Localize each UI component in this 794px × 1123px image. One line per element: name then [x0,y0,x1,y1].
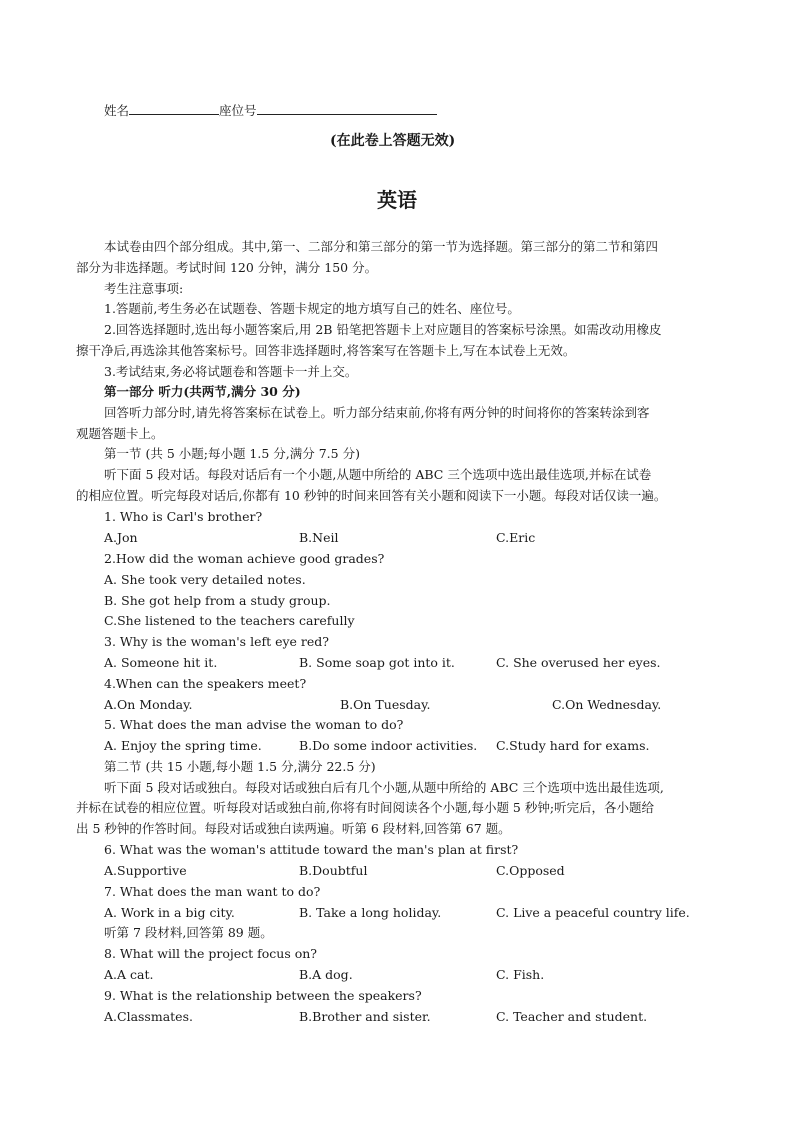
question-1: 1. Who is Carl's brother? [104,509,263,524]
q5-option-b[interactable]: B.Do some indoor activities. [299,738,478,753]
name-label: 姓名 [104,103,130,118]
subject-title: 英语 [377,188,417,212]
q9-option-c[interactable]: C. Teacher and student. [496,1009,648,1024]
question-2: 2.How did the woman achieve good grades? [104,551,385,566]
note-2a: 2.回答选择题时,选出每小题答案后,用 2B 铅笔把答题卡上对应题目的答案标号涂黑。如需改动用橡皮 [104,322,662,337]
question-9: 9. What is the relationship between the speakers? [104,988,422,1003]
q3-option-a[interactable]: A. Someone hit it. [104,655,218,670]
q6-option-a[interactable]: A.Supportive [104,863,187,878]
q5-option-a[interactable]: A. Enjoy the spring time. [104,738,262,753]
q6-option-b[interactable]: B.Doubtful [299,863,368,878]
passage-7-instruction: 听第 7 段材料,回答第 89 题。 [104,925,273,940]
section2-desc-2: 并标在试卷的相应位置。听每段对话或独白前,你将有时间阅读各个小题,每小题 5 秒钟;听完后，各小题给 [76,800,655,815]
q1-option-c[interactable]: C.Eric [496,530,536,545]
q7-option-c[interactable]: C. Live a peaceful country life. [496,905,690,920]
question-5: 5. What does the man advise the woman to do? [104,717,404,732]
question-4: 4.When can the speakers meet? [104,676,307,691]
seat-blank[interactable] [257,102,437,115]
seat-label: 座位号 [219,103,257,118]
q4-option-b[interactable]: B.On Tuesday. [340,697,431,712]
note-2b: 擦干净后,再选涂其他答案标号。回答非选择题时,将答案写在答题卡上,写在本试卷上无效。 [76,343,576,358]
q8-option-b[interactable]: B.A dog. [299,967,353,982]
question-8: 8. What will the project focus on? [104,946,318,961]
section1-title: 第一节 (共 5 小题;每小题 1.5 分,满分 7.5 分) [104,446,360,461]
q2-option-a[interactable]: A. She took very detailed notes. [104,572,306,587]
q8-option-a[interactable]: A.A cat. [104,967,154,982]
q7-option-a[interactable]: A. Work in a big city. [104,905,235,920]
section1-desc-1: 听下面 5 段对话。每段对话后有一个小题,从题中所给的 ABC 三个选项中选出最佳选项,并标在试卷 [104,467,652,482]
note-3: 3.考试结束,务必将试题卷和答题卡一并上交。 [104,364,358,379]
part1-desc-1: 回答听力部分时,请先将答案标在试卷上。听力部分结束前,你将有两分钟的时间将你的答案转涂到客 [104,405,650,420]
question-7: 7. What does the man want to do? [104,884,321,899]
invalid-notice: (在此卷上答题无效) [330,133,456,149]
question-6: 6. What was the woman's attitude toward the man's plan at first? [104,842,519,857]
question-3: 3. Why is the woman's left eye red? [104,634,329,649]
name-seat-line [104,101,437,119]
section2-desc-3: 出 5 秒钟的作答时间。每段对话或独白读两遍。听第 6 段材料,回答第 67 题。 [76,821,511,836]
q7-option-b[interactable]: B. Take a long holiday. [299,905,442,920]
intro-line-1: 本试卷由四个部分组成。其中,第一、二部分和第三部分的第一节为选择题。第三部分的第二节和第四 [104,239,658,254]
q2-option-c[interactable]: C.She listened to the teachers carefully [104,613,355,628]
q1-option-a[interactable]: A.Jon [104,530,138,545]
q4-option-c[interactable]: C.On Wednesday. [552,697,662,712]
notes-title: 考生注意事项: [104,281,184,296]
q2-option-b[interactable]: B. She got help from a study group. [104,593,331,608]
part1-desc-2: 观题答题卡上。 [76,426,164,441]
q3-option-b[interactable]: B. Some soap got into it. [299,655,455,670]
q4-option-a[interactable]: A.On Monday. [104,697,193,712]
q9-option-a[interactable]: A.Classmates. [104,1009,193,1024]
q5-option-c[interactable]: C.Study hard for exams. [496,738,650,753]
q9-option-b[interactable]: B.Brother and sister. [299,1009,431,1024]
part1-title: 第一部分 听力(共两节,满分 30 分) [104,384,301,399]
q1-option-b[interactable]: B.Neil [299,530,339,545]
intro-line-2: 部分为非选择题。考试时间 120 分钟，满分 150 分。 [76,260,378,275]
q6-option-c[interactable]: C.Opposed [496,863,565,878]
q3-option-c[interactable]: C. She overused her eyes. [496,655,661,670]
q8-option-c[interactable]: C. Fish. [496,967,545,982]
note-1: 1.答题前,考生务必在试题卷、答题卡规定的地方填写自己的姓名、座位号。 [104,301,520,316]
section2-desc-1: 听下面 5 段对话或独白。每段对话或独白后有几个小题,从题中所给的 ABC 三个选项中选出最佳选项, [104,780,664,795]
name-blank[interactable] [129,102,219,115]
section2-title: 第二节 (共 15 小题,每小题 1.5 分,满分 22.5 分) [104,759,376,774]
section1-desc-2: 的相应位置。听完每段对话后,你都有 10 秒钟的时间来回答有关小题和阅读下一小题。每段对话仅读一遍。 [76,488,667,503]
